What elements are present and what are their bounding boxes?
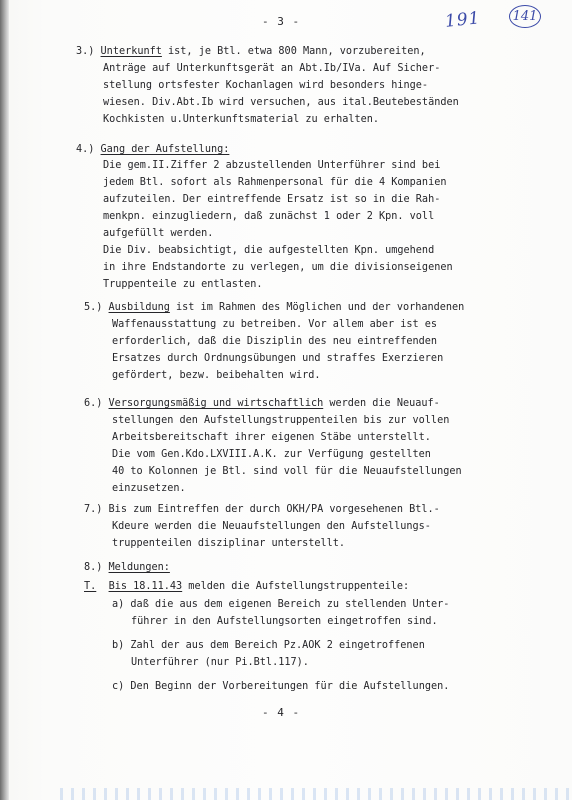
section-number: 6.) Versorgungsmäßig und wirtschaftlich werden die Neuauf- bbox=[84, 398, 440, 409]
reports-date: Bis 18.11.43 bbox=[108, 581, 183, 592]
section-line: stellung ortsfester Kochanlagen wird besonders hinge- bbox=[103, 80, 429, 91]
section-heading: Ausbildung bbox=[108, 302, 170, 313]
reports-intro: T. Bis 18.11.43 melden die Aufstellungstruppenteile: bbox=[84, 581, 410, 592]
scan-bottom-edge bbox=[60, 788, 572, 800]
archive-stamp: 141 bbox=[509, 5, 541, 28]
page-number: - 3 - bbox=[262, 15, 301, 28]
section-line: erforderlich, daß die Disziplin des neu eintreffenden bbox=[112, 336, 438, 347]
report-item: a) daß die aus dem eigenen Bereich zu stellenden Unter- bbox=[112, 599, 450, 610]
archive-number: 191 bbox=[444, 8, 482, 32]
section-line: stellungen den Aufstellungstruppenteilen bis zur vollen bbox=[112, 415, 450, 426]
section-line: aufgefüllt werden. bbox=[103, 228, 214, 239]
section-line: einzusetzen. bbox=[112, 483, 186, 494]
report-item: c) Den Beginn der Vorbereitungen für die Aufstellungen. bbox=[112, 681, 450, 692]
section-line: Ersatzes durch Ordnungsübungen und straffes Exerzieren bbox=[112, 353, 444, 364]
section-heading: Versorgungsmäßig und wirtschaftlich bbox=[108, 398, 324, 409]
section-line: menkpn. einzugliedern, daß zunächst 1 oder 2 Kpn. voll bbox=[103, 211, 435, 222]
section-line: 40 to Kolonnen je Btl. sind voll für die Neuaufstellungen bbox=[112, 466, 462, 477]
section-line: truppenteilen disziplinar unterstellt. bbox=[112, 538, 346, 549]
section-number: 7.) Bis zum Eintreffen der durch OKH/PA vorgesehenen Btl.- bbox=[84, 504, 440, 515]
section-heading: Gang der Aufstellung: bbox=[100, 144, 230, 155]
continuation-number: - 4 - bbox=[262, 706, 301, 719]
section-line: Anträge auf Unterkunftsgerät an Abt.Ib/IVa. Auf Sicher- bbox=[103, 63, 441, 74]
section-line: Truppenteile zu entlasten. bbox=[103, 279, 263, 290]
reports-marker: T. bbox=[84, 581, 97, 592]
section-line: Kochkisten u.Unterkunftsmaterial zu erhalten. bbox=[103, 114, 380, 125]
section-line: Kdeure werden die Neuaufstellungen den Aufstellungs- bbox=[112, 521, 431, 532]
section-line: Die gem.II.Ziffer 2 abzustellenden Unterführer sind bei bbox=[103, 160, 441, 171]
section-line: Arbeitsbereitschaft ihrer eigenen Stäbe unterstellt. bbox=[112, 432, 431, 443]
section-number: 5.) Ausbildung ist im Rahmen des Möglichen und der vorhandenen bbox=[84, 302, 465, 313]
section-line: Die vom Gen.Kdo.LXVIII.A.K. zur Verfügung gestellten bbox=[112, 449, 431, 460]
section-number: 4.) Gang der Aufstellung: bbox=[76, 144, 230, 155]
section-line: Waffenausstattung zu betreiben. Vor allem aber ist es bbox=[112, 319, 438, 330]
section-number: 8.) Meldungen: bbox=[84, 562, 170, 573]
section-line: Die Div. beabsichtigt, die aufgestellten Kpn. umgehend bbox=[103, 245, 435, 256]
section-line: gefördert, bezw. beibehalten wird. bbox=[112, 370, 321, 381]
scan-spine-shadow bbox=[0, 0, 9, 800]
section-heading: Unterkunft bbox=[100, 46, 162, 57]
report-item: b) Zahl der aus dem Bereich Pz.AOK 2 eingetroffenen bbox=[112, 640, 425, 651]
section-line: jedem Btl. sofort als Rahmenpersonal für die 4 Kompanien bbox=[103, 177, 447, 188]
section-line: wiesen. Div.Abt.Ib wird versuchen, aus ital.Beutebeständen bbox=[103, 97, 459, 108]
section-line: aufzuteilen. Der eintreffende Ersatz ist so in die Rah- bbox=[103, 194, 441, 205]
section-number: 3.) Unterkunft ist, je Btl. etwa 800 Mann, vorzubereiten, bbox=[76, 46, 426, 57]
section-line: in ihre Endstandorte zu verlegen, um die divisionseigenen bbox=[103, 262, 453, 273]
report-item-line: Unterführer (nur Pi.Btl.117). bbox=[131, 657, 309, 668]
section-heading: Meldungen: bbox=[108, 562, 170, 573]
report-item-line: führer in den Aufstellungsorten eingetroffen sind. bbox=[131, 616, 438, 627]
